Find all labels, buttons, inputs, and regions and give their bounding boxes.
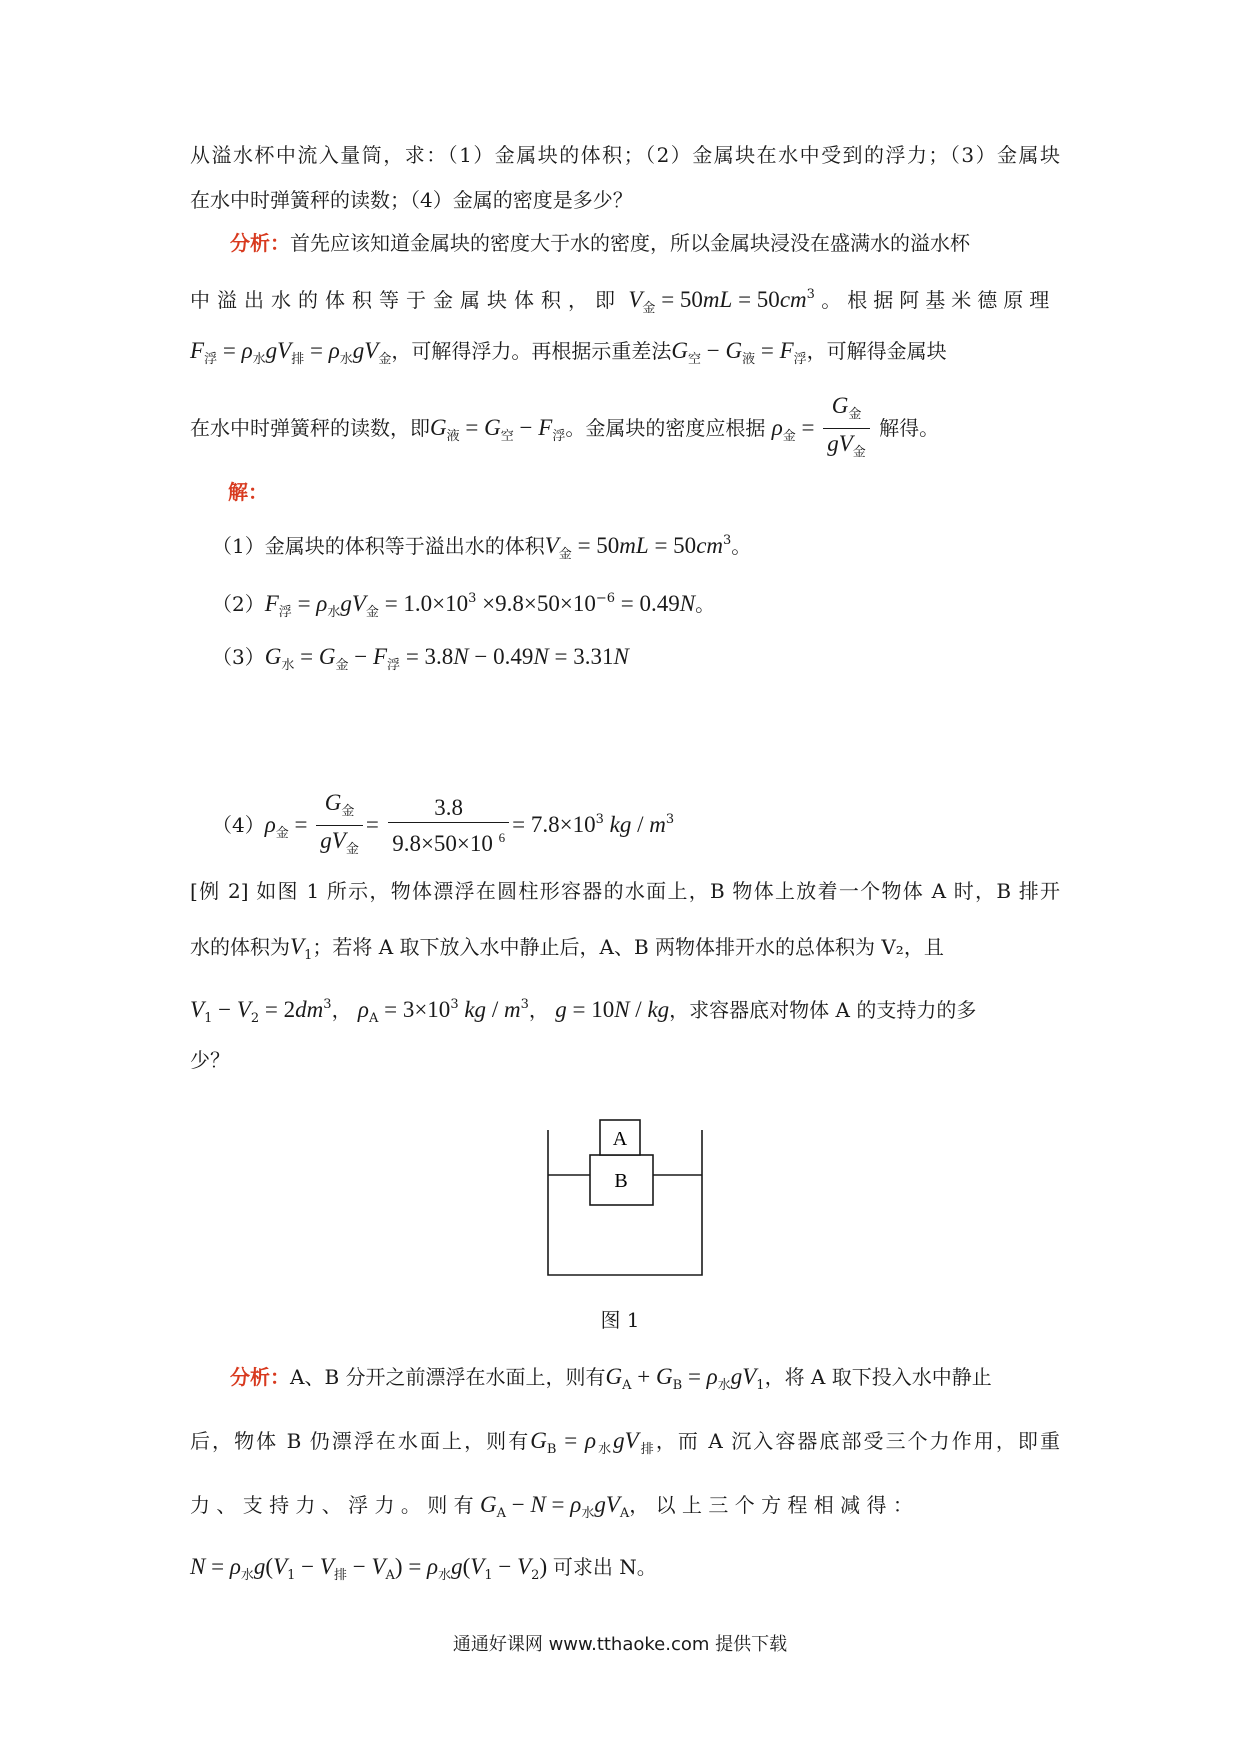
analysis-line: 力 、 支 持 力 、 浮 力 。 则 有 $G_A - N = \rho_水gV_A$， 以 上 三 个 方 程 相 减 得 ： (190, 1492, 913, 1521)
solution-step-2: $(2)F_浮 = \rho_水gV_金 = 1.0\times 10^3 \times 9.8\times 50\times 10^{-6} = 0.49N$。 (212, 591, 716, 620)
solution-step-3: $(3)G_水 = G_金 - F_浮 = 3.8N - 0.49N = 3.31N$ (212, 644, 629, 673)
page-footer: 通通好课网 www.tthaoke.com 提供下载 (452, 1634, 788, 1655)
example-2-line: $V_1 - V_2 = 2dm^3$， $\rho_A = 3\times 10^3$ kg / $m^3$， g = 10N / kg，求容器底对物体 A 的支持力的多 (190, 997, 977, 1026)
block-b-label: B (614, 1170, 628, 1192)
analysis-label: 分析： (230, 231, 290, 255)
analysis-line: $N = \rho_水g(V_1 - V_排 - V_A) = \rho_水g(V_1 - V_2)$ 可求出 N。 (190, 1554, 657, 1583)
solution-step-4: $(4)\rho_金$ = $\frac{G_金}{gV_金}$ = $\frac{3.8}{9.8\times 50\times 10 ^6}$ = $7.8\times 10^3$ kg / $m^3$ (190, 782, 1060, 871)
paragraph-line: 在水中时弹簧秤的读数；（4）金属的密度是多少？ (190, 188, 633, 212)
example-2-line: [例 2] 如图 1 所示，物体漂浮在圆柱形容器的水面上，B 物体上放着一个物体 A 时，B 排开 (190, 879, 1060, 903)
solution-heading: 解： (228, 480, 268, 504)
paragraph-line: 在水中时弹簧秤的读数，即$G_液 = G_空 - F_浮$。金属块的密度应根据 $\rho_金$ = $\frac{G_金}{gV_金}$ 解得。 (190, 392, 1060, 472)
solution-step-1: （1）金属块的体积等于溢出水的体积$V_金 = 50mL = 50cm^3$。 (212, 533, 752, 562)
figure-caption: 图 1 (600, 1308, 640, 1332)
block-a-label: A (612, 1128, 628, 1150)
analysis-line: 分析：A、B 分开之前漂浮在水面上，则有$G_A + G_B = \rho_水gV_1$，将 A 取下投入水中静止 (230, 1364, 992, 1393)
figure-1-diagram (540, 1110, 710, 1285)
paragraph-line: 从溢水杯中流入量筒，求：（1）金属块的体积；（2）金属块在水中受到的浮力；（3）金属块 (190, 143, 1060, 167)
example-2-line: 少？ (190, 1048, 230, 1072)
analysis-line: 分析：首先应该知道金属块的密度大于水的密度，所以金属块浸没在盛满水的溢水杯 (230, 231, 970, 255)
example-2-line: 水的体积为$V_1$；若将 A 取下放入水中静止后，A、B 两物体排开水的总体积为 V₂，且 (190, 934, 944, 963)
paragraph-line: 中溢出水的体积等于金属块体积，即 $V_金 = 50mL = 50cm^3$ 。根据阿基米德原理 (190, 287, 1056, 316)
analysis-line: 后，物体 B 仍漂浮在水面上，则有$G_B = \rho_水gV_排$，而 A 沉入容器底部受三个力作用，即重 (190, 1428, 1060, 1457)
paragraph-line: $F_浮 = \rho_水gV_排 = \rho_水gV_金$，可解得浮力。再根据示重差法$G_空 - G_液 = F_浮$，可解得金属块 (190, 338, 947, 367)
